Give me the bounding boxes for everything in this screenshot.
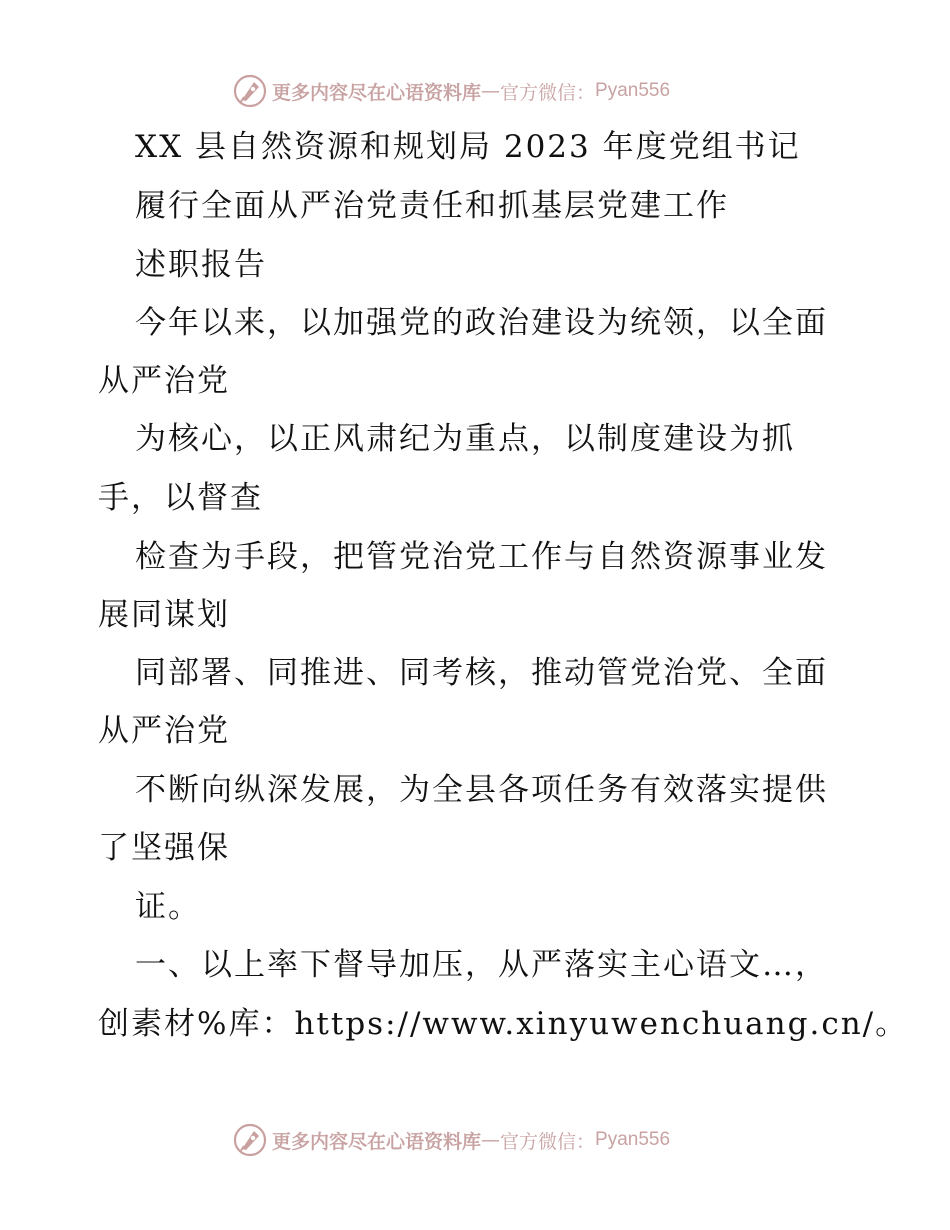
banner-site-text: 更多内容尽在心语资料库 [272,1130,482,1153]
banner-wechat-id: Pyan556 [595,80,671,101]
body-line: 不断向纵深发展，为全县各项任务有效落实提供 [135,772,828,808]
banner-separator: — [481,1129,501,1151]
document-title-line-2: 履行全面从严治党责任和抓基层党建工作 [135,188,729,224]
document-title-line-3: 述职报告 [135,247,267,283]
pen-nib-logo-icon [232,1122,268,1158]
body-line: 检查为手段，把管党治党工作与自然资源事业发 [135,539,828,575]
body-line: 展同谋划 [98,597,230,633]
body-line-with-url: 创素材%库：https://www.xinyuwenchuang.cn/。 [98,1006,909,1042]
banner-wechat-label: 官方微信： [500,1130,596,1153]
body-line: 同部署、同推进、同考核，推动管党治党、全面 [135,655,828,691]
body-line: 为核心，以正风肃纪为重点，以制度建设为抓 [135,421,795,457]
header-watermark-banner [232,71,670,111]
body-line: 手，以督查 [98,480,263,516]
document-title-line-1: XX 县自然资源和规划局 2023 年度党组书记 [135,129,801,165]
body-line: 从严治党 [98,363,230,399]
body-line: 证。 [135,889,201,925]
banner-wechat-label: 官方微信： [500,81,596,104]
pen-nib-logo-icon [232,73,268,109]
body-line: 了坚强保 [98,830,230,866]
body-line: 从严治党 [98,713,230,749]
section-heading-1: 一、以上率下督导加压，从严落实主心语文…， [135,947,828,983]
banner-separator: — [481,80,501,102]
footer-watermark-banner [232,1120,670,1160]
banner-wechat-id: Pyan556 [595,1129,671,1150]
banner-site-text: 更多内容尽在心语资料库 [272,81,482,104]
body-line: 今年以来，以加强党的政治建设为统领，以全面 [135,305,828,341]
